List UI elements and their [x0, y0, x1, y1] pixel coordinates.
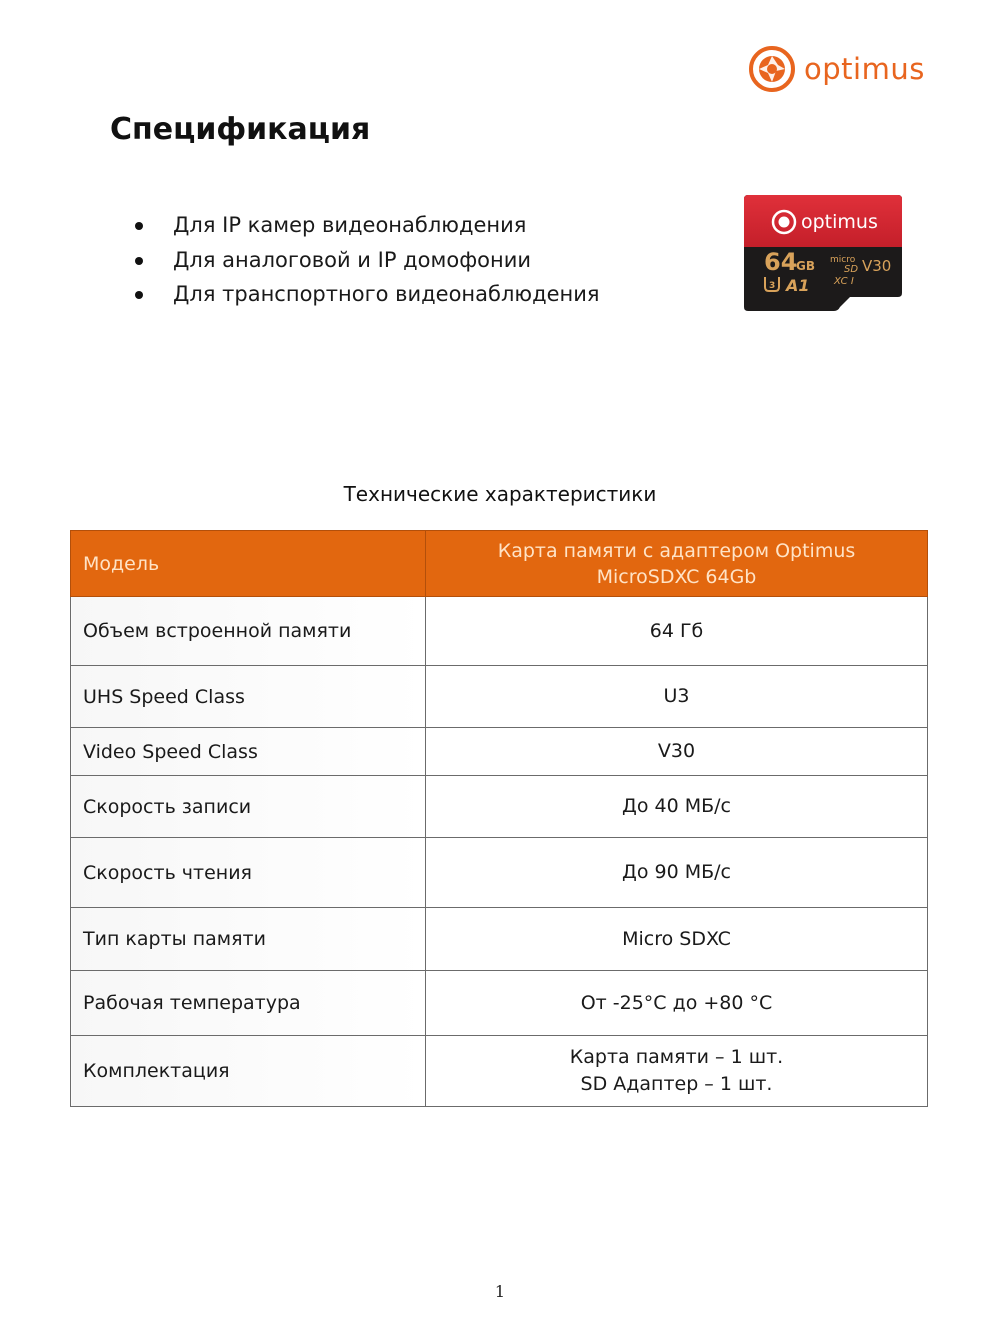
table-row — [71, 728, 928, 776]
feature-list — [130, 208, 600, 312]
card-video-class: V30 — [862, 257, 892, 275]
row-label: Рабочая температура — [71, 971, 426, 1036]
row-value: 64 Гб — [426, 597, 928, 666]
card-unit: GB — [796, 259, 815, 273]
header-label: Модель — [71, 531, 426, 597]
feature-item: Для IP камер видеонаблюдения — [130, 208, 600, 243]
header-value-line: Карта памяти с адаптером Optimus — [497, 539, 856, 562]
table-header-row — [71, 531, 928, 597]
row-label: Тип карты памяти — [71, 908, 426, 971]
row-value — [426, 1036, 928, 1107]
row-value: До 40 МБ/с — [426, 776, 928, 838]
card-app-class: A1 — [786, 276, 810, 295]
table-row — [71, 971, 928, 1036]
row-value: U3 — [426, 666, 928, 728]
row-value: V30 — [426, 728, 928, 776]
spec-table — [70, 530, 928, 1107]
row-value: Micro SDXC — [426, 908, 928, 971]
page-title: Спецификация — [110, 112, 371, 147]
row-label: Скорость чтения — [71, 838, 426, 908]
feature-item: Для аналоговой и IP домофонии — [130, 243, 600, 278]
brand-name: optimus — [804, 52, 925, 86]
row-value: До 90 МБ/с — [426, 838, 928, 908]
row-label: Video Speed Class — [71, 728, 426, 776]
optimus-logo-icon — [748, 45, 796, 93]
header-value-line: MicroSDXC 64Gb — [596, 565, 757, 588]
feature-item: Для транспортного видеонаблюдения — [130, 277, 600, 312]
card-brand: optimus — [801, 211, 878, 233]
row-value-line: Карта памяти – 1 шт. — [569, 1046, 784, 1068]
page-number: 1 — [494, 1282, 506, 1301]
row-label: Скорость записи — [71, 776, 426, 838]
brand-logo — [748, 44, 925, 94]
table-row — [71, 908, 928, 971]
table-row — [71, 1036, 928, 1107]
row-label: Комплектация — [71, 1036, 426, 1107]
row-label: UHS Speed Class — [71, 666, 426, 728]
header-value — [426, 531, 928, 597]
card-micro: micro — [830, 255, 856, 265]
card-capacity: 64 — [764, 248, 798, 276]
row-value-line: SD Адаптер – 1 шт. — [580, 1073, 773, 1095]
card-xc: XC I — [834, 276, 854, 287]
section-title: Технические характеристики — [343, 482, 657, 506]
card-uhs-class: 3 — [769, 281, 776, 291]
table-row — [71, 838, 928, 908]
table-row — [71, 776, 928, 838]
table-row — [71, 597, 928, 666]
row-value: От -25°С до +80 °С — [426, 971, 928, 1036]
table-row — [71, 666, 928, 728]
memory-card-image — [744, 195, 902, 311]
card-sd: SD — [844, 264, 859, 275]
row-label: Объем встроенной памяти — [71, 597, 426, 666]
